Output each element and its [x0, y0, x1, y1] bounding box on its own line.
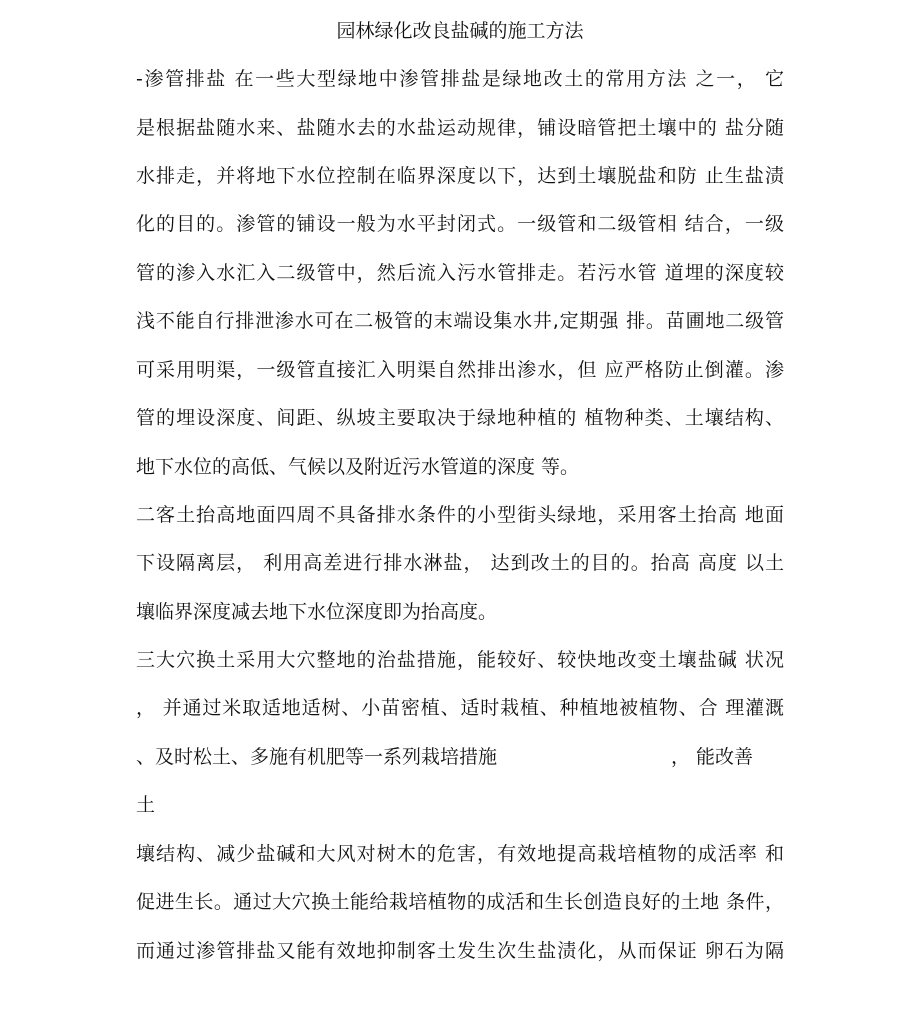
text-line-17: 壤结构、减少盐碱和大风对树木的危害，有效地提高栽培植物的成活率 和 [136, 843, 784, 865]
text-line-13: 三大穴换土采用大穴整地的治盐措施，能较好、较快地改变土壤盐碱 状况 [136, 649, 784, 671]
text-line-11: 下设隔离层， 利用高差进行排水淋盐， 达到改土的目的。抬高 高度 以土 [136, 552, 784, 574]
text-line-5: 管的渗入水汇入二级管中，然后流入污水管排走。若污水管 道埋的深度较 [136, 262, 784, 284]
text-line-15-left: 、及时松土、多施有机肥等一系列栽培措施 [136, 746, 498, 768]
text-line-19: 而通过渗管排盐又能有效地抑制客土发生次生盐渍化，从而保证 卵石为隔 [136, 940, 784, 962]
text-line-8: 管的埋设深度、间距、纵坡主要取决于绿地种植的 植物种类、土壤结构、 [136, 407, 784, 429]
text-line-9: 地下水位的高低、气候以及附近污水管道的深度 等。 [136, 456, 580, 478]
text-line-15 [136, 742, 784, 772]
text-line-10: 二客土抬高地面四周不具备排水条件的小型街头绿地，采用客土抬高 地面 [136, 504, 784, 526]
text-line-4: 化的目的。渗管的铺设一般为水平封闭式。一级管和二级管相 结合，一级 [136, 213, 784, 235]
text-line-1: -渗管排盐 在一些大型绿地中渗管排盐是绿地改土的常用方法 之一， 它 [136, 68, 784, 90]
text-line-7: 可采用明渠，一级管直接汇入明渠自然排出渗水，但 应严格防止倒灌。渗 [136, 359, 784, 381]
text-line-15-right: ， 能改善 [671, 746, 754, 768]
text-line-12: 壤临界深度减去地下水位深度即为抬高度。 [136, 601, 498, 623]
text-line-16: 土 [136, 794, 156, 816]
text-line-2: 是根据盐随水来、盐随水去的水盐运动规律，铺设暗管把土壤中的 盐分随 [136, 117, 784, 139]
text-line-18: 促进生长。通过大穴换土能给栽培植物的成活和生长创造良好的土地 条件， [136, 891, 784, 913]
text-line-3: 水排走，并将地下水位控制在临界深度以下，达到土壤脱盐和防 止生盐渍 [136, 165, 784, 187]
text-line-14: ， 并通过米取适地适树、小苗密植、适时栽植、种植地被植物、合 理灌溉 [136, 697, 784, 719]
text-line-6: 浅不能自行排泄渗水可在二极管的末端设集水井,定期强 排。苗圃地二级管 [136, 310, 784, 332]
document-title: 园林绿化改良盐碱的施工方法 [336, 20, 584, 42]
